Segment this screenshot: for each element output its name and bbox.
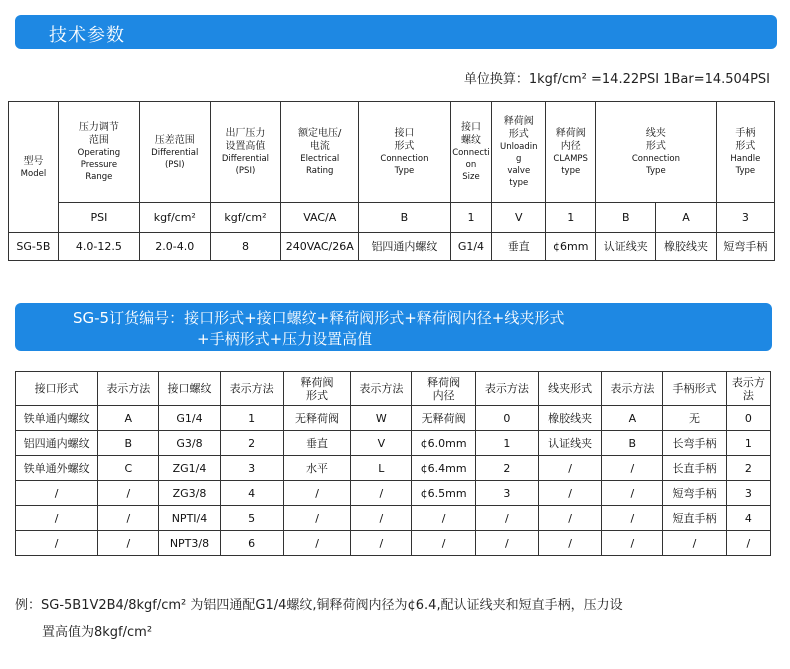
unit-cell: B	[596, 203, 656, 233]
order-header-cell	[351, 372, 412, 406]
header-line: 形式	[394, 141, 415, 152]
header-line: 压力调节	[78, 122, 119, 133]
table-cell: /	[538, 481, 601, 506]
table-cell: ¢6.0mm	[412, 431, 475, 456]
header-line: 接口螺纹	[167, 382, 212, 395]
header-connection-size	[450, 102, 492, 203]
table-cell: A	[602, 406, 663, 431]
spec-unit-row	[9, 203, 775, 233]
header-line: 手柄形式	[672, 382, 717, 395]
header-line: 形式	[735, 141, 756, 152]
table-cell: ZG3/8	[159, 481, 220, 506]
table-cell: /	[351, 481, 412, 506]
unit-cell: 3	[716, 203, 774, 233]
header-line: 接口	[394, 128, 415, 139]
table-cell: 1	[726, 431, 770, 456]
table-cell: /	[663, 531, 726, 556]
table-cell: 长直手柄	[663, 456, 726, 481]
spec-cell: 短弯手柄	[716, 233, 774, 261]
table-cell: 铝四通内螺纹	[16, 431, 98, 456]
table-cell: /	[351, 531, 412, 556]
table-cell: /	[98, 481, 159, 506]
table-cell: /	[283, 481, 350, 506]
table-cell: 无	[663, 406, 726, 431]
header-electrical-rating	[281, 102, 359, 203]
spec-cell: 认证线夹	[596, 233, 656, 261]
table-row	[16, 506, 771, 531]
order-header-cell	[98, 372, 159, 406]
table-cell: /	[602, 531, 663, 556]
table-cell: /	[16, 481, 98, 506]
table-row	[16, 481, 771, 506]
table-cell: 1	[475, 431, 538, 456]
table-cell: B	[98, 431, 159, 456]
table-cell: B	[602, 431, 663, 456]
header-line: Pressure	[80, 160, 118, 170]
table-cell: /	[475, 531, 538, 556]
table-cell: /	[412, 506, 475, 531]
table-cell: ZG1/4	[159, 456, 220, 481]
header-line: (PSI)	[164, 159, 185, 170]
header-line: Unloadin	[499, 142, 538, 152]
header-line: type	[509, 178, 529, 188]
header-line: 线夹	[645, 128, 666, 139]
table-cell: C	[98, 456, 159, 481]
header-line: 释荷阀	[427, 375, 461, 389]
table-cell: 长弯手柄	[663, 431, 726, 456]
table-cell: A	[98, 406, 159, 431]
table-cell: 无释荷阀	[412, 406, 475, 431]
table-cell: /	[538, 456, 601, 481]
spec-cell: 2.0-4.0	[139, 233, 210, 261]
header-line: Type	[394, 166, 415, 176]
table-cell: 垂直	[283, 431, 350, 456]
header-line: 表示方法	[484, 382, 529, 395]
header-line: Connection	[631, 154, 680, 164]
table-cell: 短直手柄	[663, 506, 726, 531]
header-line: Connecti	[452, 148, 490, 158]
table-cell: L	[351, 456, 412, 481]
header-line: Handle	[730, 154, 761, 164]
table-cell: 认证线夹	[538, 431, 601, 456]
header-line: 接口形式	[34, 382, 79, 395]
unit-cell: kgf/cm²	[139, 203, 210, 233]
header-line: Differential	[221, 154, 270, 164]
header-line: on	[465, 160, 477, 170]
header-line: 内径	[560, 141, 581, 152]
order-header-cell	[538, 372, 601, 406]
table-cell: /	[602, 456, 663, 481]
table-cell: NPT3/8	[159, 531, 220, 556]
spec-cell: 8	[210, 233, 281, 261]
order-code-title-line2: +手柄形式+压力设置高值	[197, 330, 373, 348]
example-note	[15, 592, 775, 646]
table-cell: /	[602, 481, 663, 506]
table-cell: /	[283, 506, 350, 531]
table-row	[16, 431, 771, 456]
table-row	[16, 531, 771, 556]
order-header-row	[16, 372, 771, 406]
header-line: 出厂压力	[225, 128, 266, 139]
unit-cell: 1	[546, 203, 596, 233]
unit-cell: kgf/cm²	[210, 203, 281, 233]
header-line: Differential	[151, 147, 199, 158]
table-cell: 短弯手柄	[663, 481, 726, 506]
table-cell: 2	[726, 456, 770, 481]
table-cell: 4	[220, 481, 283, 506]
header-line: Model	[20, 168, 47, 179]
order-header-cell	[16, 372, 98, 406]
header-line: valve	[507, 166, 531, 176]
header-line: Type	[735, 166, 756, 176]
table-row	[16, 456, 771, 481]
example-line-1: 例：SG-5B1V2B4/8kgf/cm² 为铝四通配G1/4螺纹,铜释荷阀内径为¢6.4,配认证线夹和短直手柄，压力设	[15, 598, 623, 613]
spec-cell: G1/4	[450, 233, 492, 261]
header-line: 表示方法	[731, 375, 765, 402]
header-line: (PSI)	[235, 166, 256, 176]
order-header-cell	[475, 372, 538, 406]
spec-data-row	[9, 233, 775, 261]
header-line: Range	[85, 172, 113, 182]
header-line: CLAMPS	[553, 154, 588, 164]
header-factory-setting	[210, 102, 281, 203]
order-header-cell	[283, 372, 350, 406]
order-header-cell	[412, 372, 475, 406]
table-cell: 6	[220, 531, 283, 556]
table-cell: 2	[220, 431, 283, 456]
spec-cell: ¢6mm	[546, 233, 596, 261]
header-line: 接口	[460, 122, 481, 133]
header-line: Rating	[306, 166, 334, 176]
header-line: 释荷阀	[503, 116, 534, 127]
table-cell: /	[412, 531, 475, 556]
table-cell: G3/8	[159, 431, 220, 456]
header-line: Size	[462, 172, 480, 182]
spec-cell: 240VAC/26A	[281, 233, 359, 261]
order-header-cell	[663, 372, 726, 406]
table-cell: 5	[220, 506, 283, 531]
section-title: 技术参数	[49, 25, 125, 46]
example-line-2: 置高值为8kgf/cm²	[42, 625, 153, 640]
header-line: 设置高值	[225, 141, 266, 152]
section-title-banner	[15, 15, 777, 49]
table-cell: NPTI/4	[159, 506, 220, 531]
table-cell: /	[475, 506, 538, 531]
header-line: g	[516, 154, 522, 164]
spec-header-row	[9, 102, 775, 203]
unit-cell: 1	[450, 203, 492, 233]
unit-cell: VAC/A	[281, 203, 359, 233]
spec-cell: 4.0-12.5	[58, 233, 139, 261]
table-cell: /	[16, 506, 98, 531]
header-line: 电流	[309, 141, 330, 152]
header-line: 范围	[88, 135, 109, 146]
spec-cell: SG-5B	[9, 233, 59, 261]
table-cell: ¢6.4mm	[412, 456, 475, 481]
order-code-banner	[15, 303, 772, 351]
order-code-table	[15, 371, 771, 556]
header-line: 表示方法	[610, 382, 655, 395]
table-cell: 0	[475, 406, 538, 431]
header-line: 表示方法	[229, 382, 274, 395]
header-line: 螺纹	[460, 135, 481, 146]
order-header-cell	[726, 372, 770, 406]
table-row	[16, 406, 771, 431]
table-cell: 3	[475, 481, 538, 506]
table-cell: 铁单通内螺纹	[16, 406, 98, 431]
table-cell: V	[351, 431, 412, 456]
unit-cell: A	[656, 203, 716, 233]
header-line: Type	[646, 166, 666, 176]
table-cell: /	[602, 506, 663, 531]
order-header-cell	[220, 372, 283, 406]
header-handle-type	[716, 102, 774, 203]
header-connection-type	[359, 102, 450, 203]
header-pressure-range	[58, 102, 139, 203]
spec-table	[8, 101, 775, 261]
table-cell: /	[538, 506, 601, 531]
header-line: Electrical	[300, 154, 340, 164]
table-cell: 3	[726, 481, 770, 506]
table-cell: /	[98, 506, 159, 531]
order-header-cell	[602, 372, 663, 406]
header-differential	[139, 102, 210, 203]
table-cell: 1	[220, 406, 283, 431]
table-cell: W	[351, 406, 412, 431]
table-cell: /	[16, 531, 98, 556]
header-line: 额定电压/	[298, 128, 342, 139]
header-line: 表示方法	[359, 382, 404, 395]
table-cell: G1/4	[159, 406, 220, 431]
table-cell: 3	[220, 456, 283, 481]
header-line: Operating	[77, 148, 121, 158]
header-unloading-valve	[492, 102, 546, 203]
unit-cell: V	[492, 203, 546, 233]
order-code-title-line1: SG-5订货编号：接口形式+接口螺纹+释荷阀形式+释荷阀内径+线夹形式	[73, 309, 565, 327]
table-cell: 4	[726, 506, 770, 531]
table-cell: /	[98, 531, 159, 556]
header-line: 压差范围	[154, 134, 195, 146]
header-line: 手柄	[735, 128, 756, 139]
spec-cell: 铝四通内螺纹	[359, 233, 450, 261]
table-cell: /	[351, 506, 412, 531]
table-cell: 水平	[283, 456, 350, 481]
table-cell: /	[283, 531, 350, 556]
header-line: 形式	[306, 388, 329, 402]
unit-conversion: 单位换算：1kgf/cm² =14.22PSI 1Bar=14.504PSI	[463, 72, 770, 87]
header-line: 释荷阀	[555, 128, 586, 139]
header-line: 线夹形式	[548, 382, 593, 395]
order-header-cell	[159, 372, 220, 406]
header-line: 内径	[432, 388, 455, 402]
header-line: 形式	[645, 141, 666, 152]
table-cell: 0	[726, 406, 770, 431]
table-cell: ¢6.5mm	[412, 481, 475, 506]
header-clamp-type	[596, 102, 717, 203]
header-model	[9, 102, 59, 233]
table-cell: 橡胶线夹	[538, 406, 601, 431]
header-valve-diameter	[546, 102, 596, 203]
table-cell: /	[726, 531, 770, 556]
table-cell: /	[538, 531, 601, 556]
header-line: 表示方法	[106, 382, 151, 395]
table-cell: 无释荷阀	[283, 406, 350, 431]
header-line: 形式	[508, 129, 529, 140]
table-cell: 铁单通外螺纹	[16, 456, 98, 481]
table-cell: 2	[475, 456, 538, 481]
spec-cell: 垂直	[492, 233, 546, 261]
header-line: 释荷阀	[300, 375, 334, 389]
header-line: Connection	[380, 154, 429, 164]
unit-cell: PSI	[58, 203, 139, 233]
header-line: 型号	[23, 155, 44, 167]
spec-cell: 橡胶线夹	[656, 233, 716, 261]
unit-cell: B	[359, 203, 450, 233]
header-line: type	[561, 166, 581, 176]
